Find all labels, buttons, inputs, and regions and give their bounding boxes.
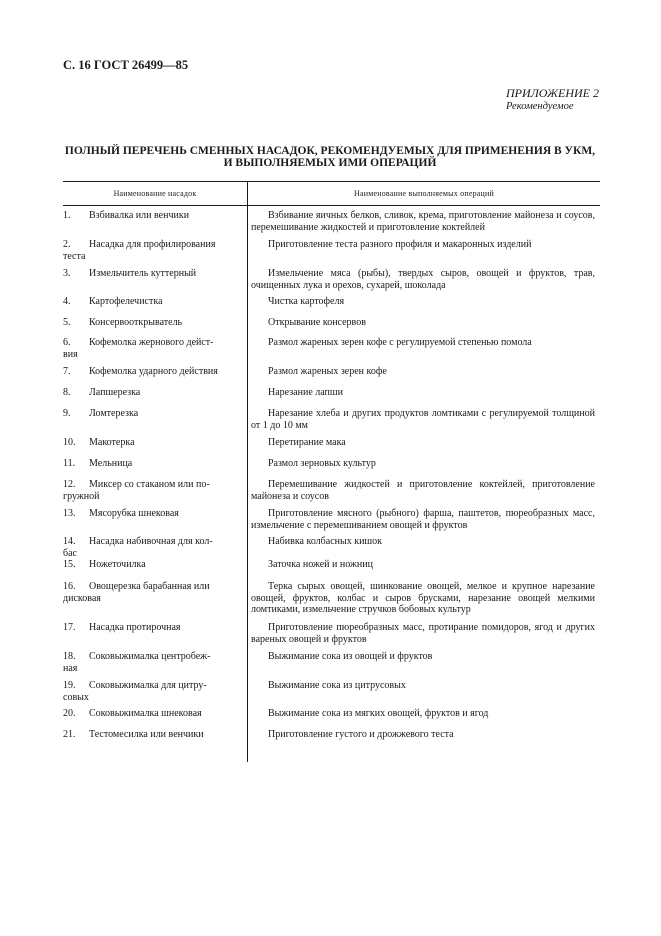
attachment-name: Кофемолка жернового дейст- <box>89 337 214 348</box>
attachment-name-continuation: теста <box>63 250 86 262</box>
attachment-name: Соковыжималка шнековая <box>89 708 202 719</box>
attachment-name-cell <box>63 458 241 470</box>
attachment-name-line <box>63 317 241 329</box>
operations-cell: Набивка колбасных кишок <box>268 536 382 547</box>
row-number: 8. <box>63 387 71 398</box>
attachment-name-line <box>63 387 241 399</box>
attachment-name: Измельчитель куттерный <box>89 268 197 279</box>
attachment-name-cell <box>63 268 241 280</box>
document-title-line-1: ПОЛНЫЙ ПЕРЕЧЕНЬ СМЕННЫХ НАСАДОК, РЕКОМЕНДУЕМЫХ ДЛЯ ПРИМЕНЕНИЯ В УКМ, <box>64 145 596 157</box>
attachment-name-cell <box>63 536 241 559</box>
attachment-name-cell <box>63 680 241 703</box>
operations-cell: Выжимание сока из цитрусовых <box>268 680 406 691</box>
attachment-name: Кофемолка ударного действия <box>89 366 218 377</box>
attachment-name: Макотерка <box>89 437 135 448</box>
attachment-name: Лапшерезка <box>89 387 141 398</box>
attachment-name-line <box>63 708 241 720</box>
operations-cell: Приготовление теста разного профиля и макаронных изделий <box>268 239 532 250</box>
attachment-name: Миксер со стаканом или по- <box>89 479 210 490</box>
attachment-name: Консервооткрыватель <box>89 317 183 328</box>
attachment-name-line <box>63 651 241 663</box>
row-number: 15. <box>63 559 76 570</box>
row-number: 16. <box>63 581 76 592</box>
attachment-name-continuation: совых <box>63 691 89 703</box>
row-number: 1. <box>63 210 71 221</box>
attachment-name-cell <box>63 479 241 502</box>
column-header-operations: Наименование выполняемых операций <box>354 189 494 198</box>
attachment-name: Ножеточилка <box>89 559 146 570</box>
attachment-name-line <box>63 239 241 251</box>
operations-cell: Приготовление мясного (рыбного) фарша, паштетов, пюреобразных масс, измельчение с перемешиванием овощей и фруктов <box>251 508 595 531</box>
operations-cell: Выжимание сока из овощей и фруктов <box>268 651 433 662</box>
attachment-name-line <box>63 296 241 308</box>
attachment-name-continuation: ная <box>63 662 78 674</box>
attachment-name-continuation: вия <box>63 348 78 360</box>
appendix-title: ПРИЛОЖЕНИЕ 2 <box>506 86 599 100</box>
row-number: 4. <box>63 296 71 307</box>
operations-cell: Заточка ножей и ножниц <box>268 559 373 570</box>
operations-cell: Перемешивание жидкостей и приготовление коктейлей, приготовление майонеза и соусов <box>251 479 595 502</box>
attachment-name-line <box>63 508 241 520</box>
row-number: 19. <box>63 680 76 691</box>
attachment-name: Мясорубка шнековая <box>89 508 179 519</box>
attachment-name-cell <box>63 387 241 399</box>
column-header-attachment: Наименование насадок <box>63 182 248 205</box>
operations-cell: Нарезание лапши <box>268 387 343 398</box>
operations-cell: Терка сырых овощей, шинкование овощей, мелкое и крупное нарезание овощей, фруктов, колбас и сыров брусками, нарезание овощей мелкими ломтиками, измельчение стручков бобовых культур <box>251 581 595 616</box>
column-divider <box>247 206 248 762</box>
row-number: 13. <box>63 508 76 519</box>
row-number: 10. <box>63 437 76 448</box>
row-number: 14. <box>63 536 76 547</box>
attachment-name: Насадка протирочная <box>89 622 181 633</box>
row-number: 21. <box>63 729 76 740</box>
operations-cell: Размол жареных зерен кофе с регулируемой степенью помола <box>268 337 532 348</box>
attachment-name-line <box>63 581 241 593</box>
attachment-name: Тестомесилка или венчики <box>89 729 204 740</box>
attachments-table <box>63 181 600 762</box>
attachment-name: Соковыжималка для цитру- <box>89 680 207 691</box>
attachment-name-cell <box>63 210 241 222</box>
attachment-name-continuation: бас <box>63 547 77 559</box>
attachment-name-line <box>63 479 241 491</box>
attachment-name: Картофелечистка <box>89 296 163 307</box>
row-number: 18. <box>63 651 76 662</box>
attachment-name-line <box>63 337 241 349</box>
row-number: 11. <box>63 458 76 469</box>
operations-cell: Чистка картофеля <box>268 296 345 307</box>
attachment-name-cell <box>63 239 241 262</box>
table-body <box>63 206 600 762</box>
attachment-name-cell <box>63 651 241 674</box>
attachment-name-cell <box>63 559 241 571</box>
operations-cell: Нарезание хлеба и других продуктов ломтиками с регулируемой толщиной от 1 до 10 мм <box>251 408 595 431</box>
attachment-name-cell <box>63 581 241 604</box>
attachment-name-cell <box>63 317 241 329</box>
attachment-name-line <box>63 437 241 449</box>
attachment-name-line <box>63 622 241 634</box>
page-header: С. 16 ГОСТ 26499—85 <box>63 58 189 72</box>
row-number: 20. <box>63 708 76 719</box>
attachment-name: Насадка набивочная для кол- <box>89 536 213 547</box>
row-number: 6. <box>63 337 71 348</box>
attachment-name-line <box>63 268 241 280</box>
attachment-name-cell <box>63 729 241 741</box>
row-number: 12. <box>63 479 76 490</box>
attachment-name-continuation: дисковая <box>63 592 101 604</box>
attachment-name-line <box>63 408 241 420</box>
operations-cell: Размол жареных зерен кофе <box>268 366 387 377</box>
operations-cell: Открывание консервов <box>268 317 366 328</box>
attachment-name-line <box>63 458 241 470</box>
table-header <box>63 182 600 205</box>
operations-cell: Перетирание мака <box>268 437 346 448</box>
attachment-name: Ломтерезка <box>89 408 139 419</box>
attachment-name-line <box>63 366 241 378</box>
row-number: 9. <box>63 408 71 419</box>
attachment-name-line <box>63 729 241 741</box>
operations-cell: Взбивание яичных белков, сливок, крема, приготовление майонеза и соусов, перемешивание жидкостей и приготовление коктейлей <box>251 210 595 233</box>
row-number: 2. <box>63 239 71 250</box>
attachment-name-line <box>63 210 241 222</box>
row-number: 3. <box>63 268 71 279</box>
attachment-name-cell <box>63 437 241 449</box>
row-number: 17. <box>63 622 76 633</box>
operations-cell: Приготовление густого и дрожжевого теста <box>268 729 454 740</box>
attachment-name-line <box>63 536 241 548</box>
operations-cell: Приготовление пюреобразных масс, протирание помидоров, ягод и других вареных овощей и фруктов <box>251 622 595 645</box>
operations-cell: Размол зерновых культур <box>268 458 376 469</box>
document-title-line-2: И ВЫПОЛНЯЕМЫХ ИМИ ОПЕРАЦИЙ <box>223 157 437 169</box>
row-number: 5. <box>63 317 71 328</box>
attachment-name: Соковыжималка центробеж- <box>89 651 211 662</box>
row-number: 7. <box>63 366 71 377</box>
attachment-name-cell <box>63 508 241 520</box>
attachment-name-cell <box>63 708 241 720</box>
attachment-name-line <box>63 559 241 571</box>
document-title <box>60 145 600 169</box>
appendix-subtitle: Рекомендуемое <box>506 101 574 112</box>
attachment-name: Овощерезка барабанная или <box>89 581 210 592</box>
attachment-name-cell <box>63 408 241 420</box>
attachment-name-line <box>63 680 241 692</box>
operations-cell: Выжимание сока из мягких овощей, фруктов и ягод <box>268 708 489 719</box>
attachment-name: Взбивалка или венчики <box>89 210 190 221</box>
attachment-name: Мельница <box>89 458 133 469</box>
appendix-label <box>506 86 599 112</box>
attachment-name-continuation: гружной <box>63 490 100 502</box>
attachment-name-cell <box>63 337 241 360</box>
attachment-name-cell <box>63 296 241 308</box>
attachment-name: Насадка для профилирования <box>89 239 216 250</box>
operations-cell: Измельчение мяса (рыбы), твердых сыров, овощей и фруктов, трав, очищенных лука и орехов, сухарей, шоколада <box>251 268 595 291</box>
attachment-name-cell <box>63 622 241 634</box>
attachment-name-cell <box>63 366 241 378</box>
